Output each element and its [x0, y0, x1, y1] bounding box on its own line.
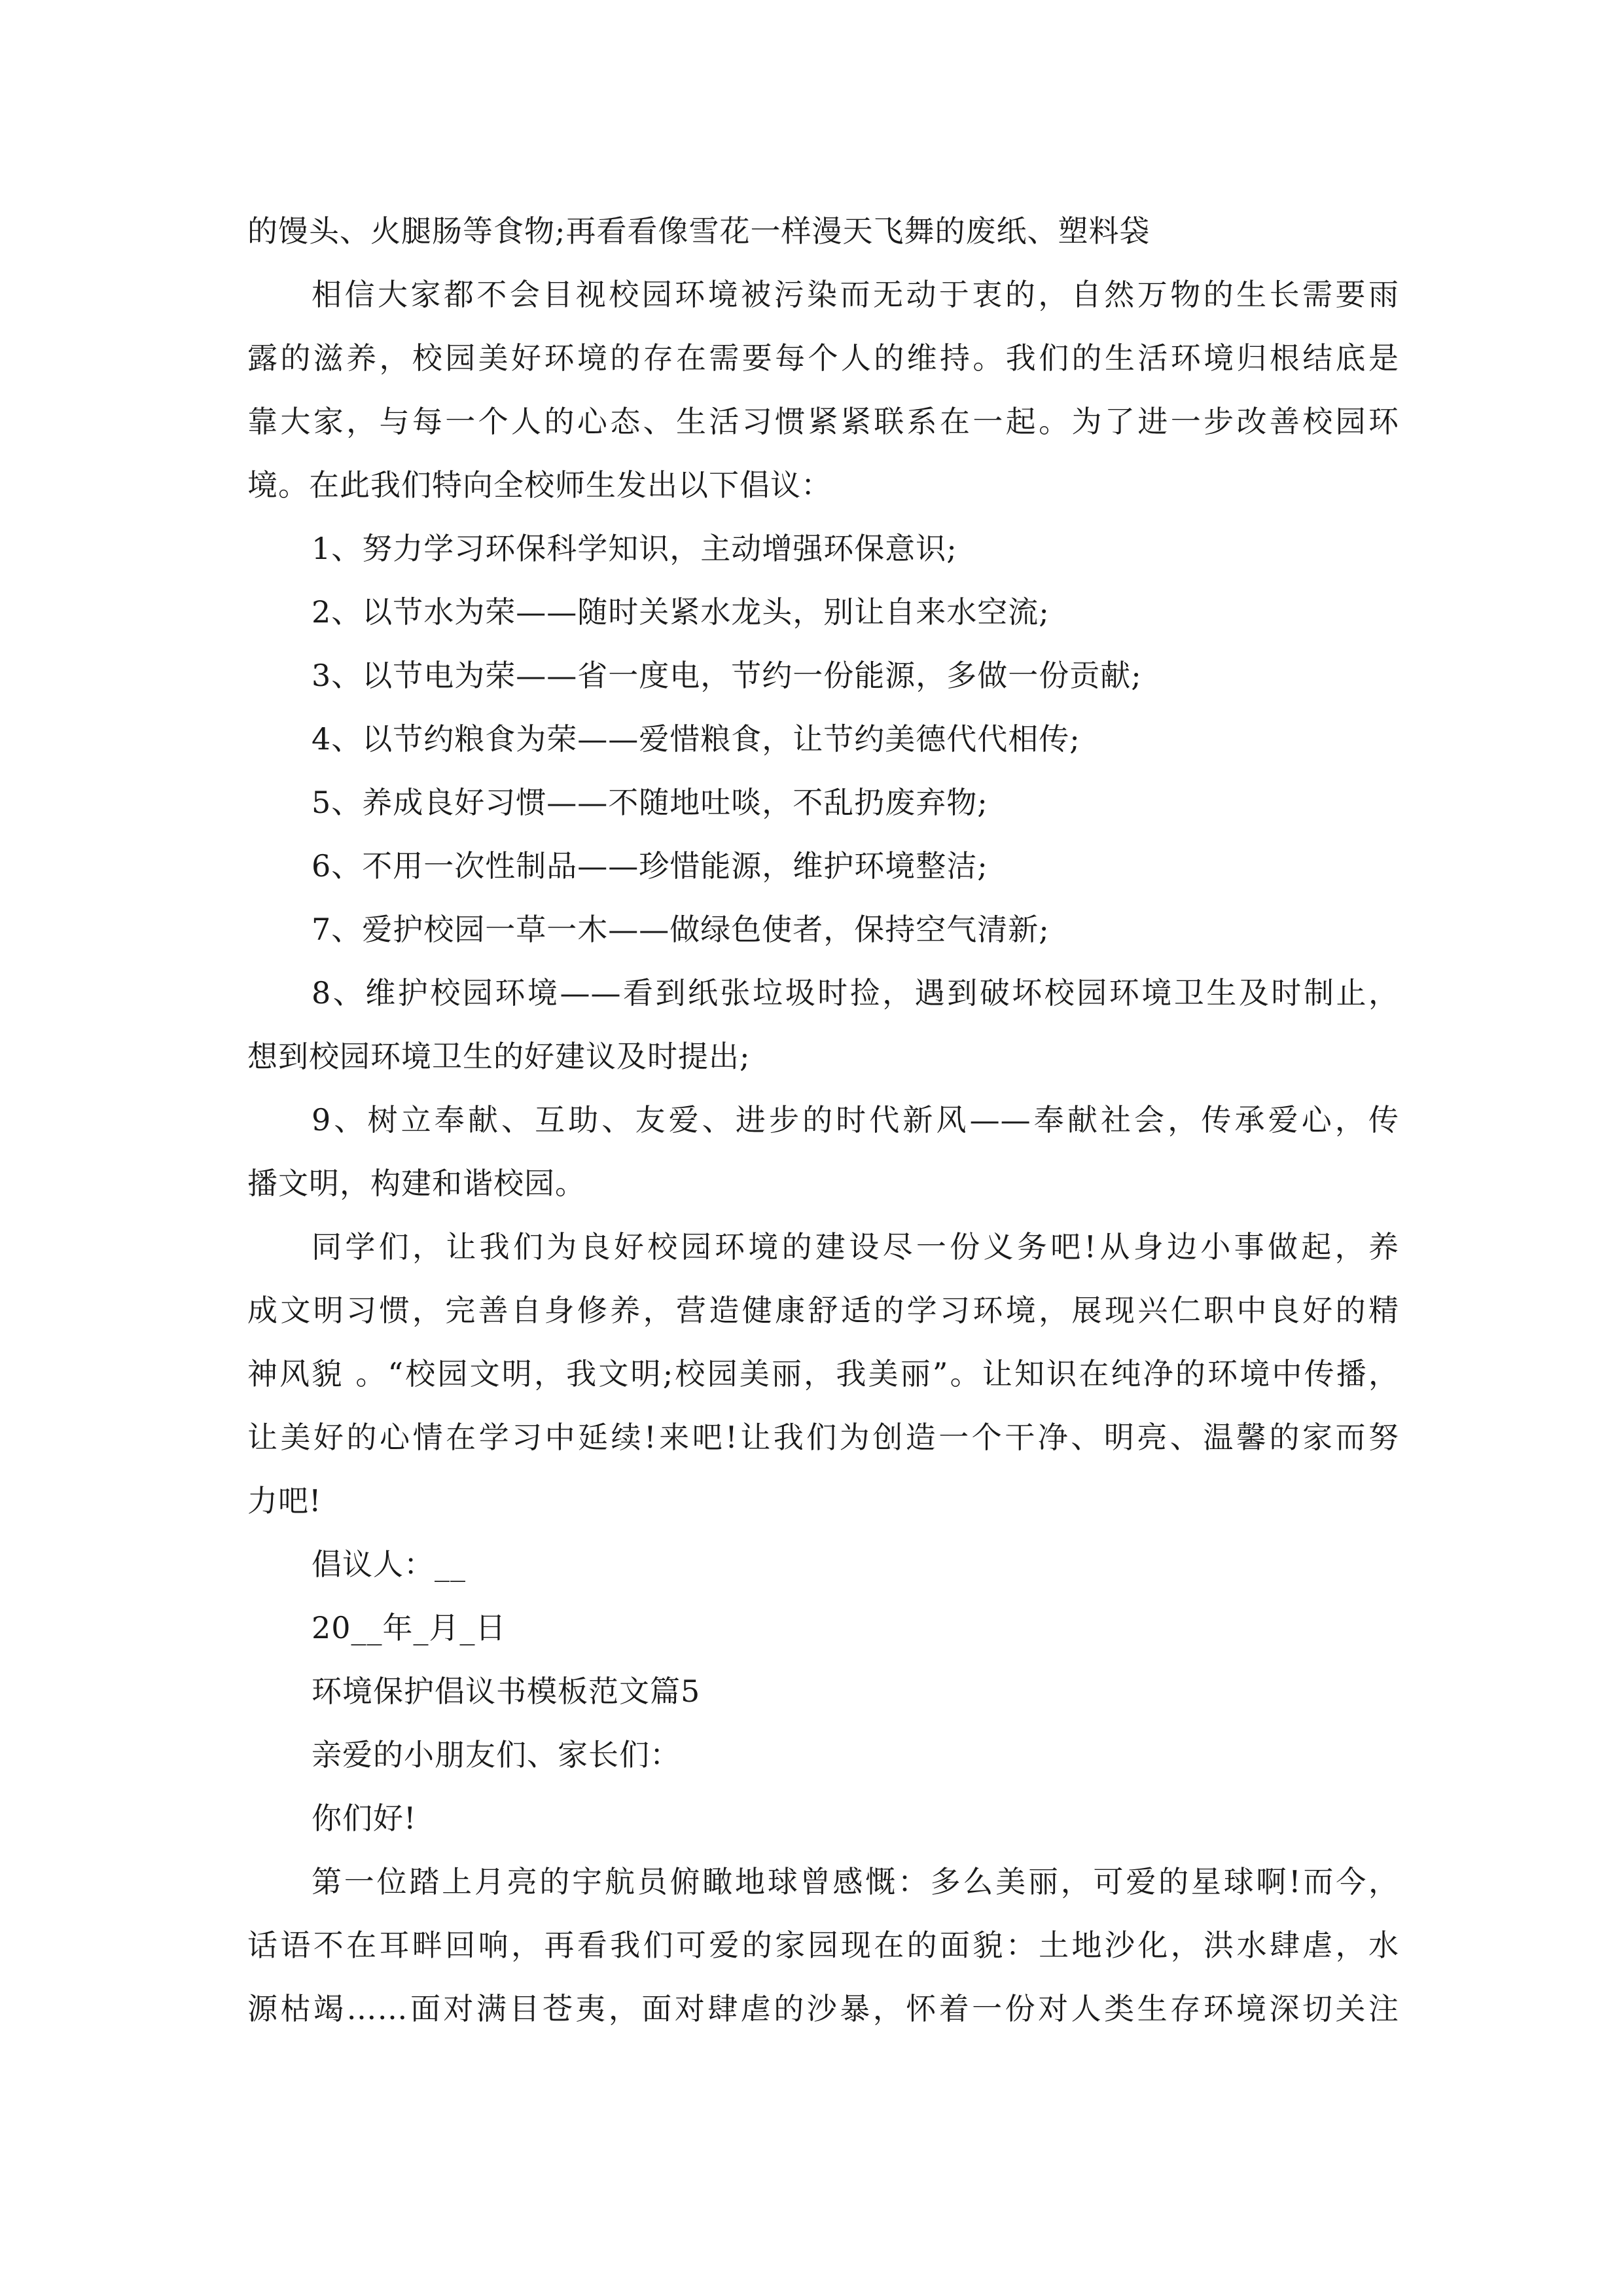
text-line: 露的滋养，校园美好环境的存在需要每个人的维持。我们的生活环境归根结底是 — [247, 340, 1399, 376]
text-line: 神风貌 。“校园文明，我文明;校园美丽，我美丽”。让知识在纯净的环境中传播， — [247, 1356, 1399, 1391]
text-line: 播文明，构建和谐校园。 — [247, 1166, 586, 1201]
text-line: 靠大家，与每一个人的心态、生活习惯紧紧联系在一起。为了进一步改善校园环 — [247, 404, 1399, 439]
text-line: 同学们，让我们为良好校园环境的建设尽一份义务吧!从身边小事做起，养 — [312, 1229, 1399, 1265]
text-line: 3、以节电为荣——省一度电，节约一份能源，多做一份贡献; — [312, 658, 1142, 693]
text-line: 2、以节水为荣——随时关紧水龙头，别让自来水空流; — [312, 594, 1050, 630]
text-line: 想到校园环境卫生的好建议及时提出; — [247, 1039, 751, 1074]
text-line: 8、维护校园环境——看到纸张垃圾时捡，遇到破坏校园环境卫生及时制止， — [312, 975, 1399, 1011]
text-line: 相信大家都不会目视校园环境被污染而无动于衷的，自然万物的生长需要雨 — [312, 277, 1399, 312]
text-line: 力吧! — [247, 1483, 322, 1518]
text-line: 环境保护倡议书模板范文篇5 — [312, 1674, 701, 1709]
document-page — [247, 200, 1399, 2041]
text-line: 20__年_月_日 — [312, 1610, 507, 1645]
text-line: 境。在此我们特向全校师生发出以下倡议： — [247, 467, 832, 503]
text-line: 的馒头、火腿肠等食物;再看看像雪花一样漫天飞舞的废纸、塑料袋 — [247, 213, 1150, 249]
text-line: 成文明习惯，完善自身修养，营造健康舒适的学习环境，展现兴仁职中良好的精 — [247, 1293, 1399, 1328]
text-line: 倡议人：__ — [312, 1547, 466, 1582]
text-line: 话语不在耳畔回响，再看我们可爱的家园现在的面貌：土地沙化，洪水肆虐，水 — [247, 1928, 1399, 1963]
text-line: 6、不用一次性制品——珍惜能源，维护环境整洁; — [312, 848, 988, 884]
text-line: 4、以节约粮食为荣——爱惜粮食，让节约美德代代相传; — [312, 721, 1080, 757]
text-line: 源枯竭……面对满目苍夷，面对肆虐的沙暴，怀着一份对人类生存环境深切关注 — [247, 1991, 1399, 2026]
text-line: 亲爱的小朋友们、家长们： — [312, 1737, 681, 1772]
text-line: 5、养成良好习惯——不随地吐啖，不乱扔废弃物; — [312, 785, 988, 820]
text-line: 你们好! — [312, 1801, 417, 1836]
text-line: 1、努力学习环保科学知识，主动增强环保意识; — [312, 531, 957, 566]
text-line: 9、树立奉献、互助、友爱、进步的时代新风——奉献社会，传承爱心，传 — [312, 1102, 1399, 1138]
text-line: 让美好的心情在学习中延续!来吧!让我们为创造一个干净、明亮、温馨的家而努 — [247, 1420, 1399, 1455]
text-line: 7、爱护校园一草一木——做绿色使者，保持空气清新; — [312, 912, 1050, 947]
text-line: 第一位踏上月亮的宇航员俯瞰地球曾感慨：多么美丽，可爱的星球啊!而今， — [312, 1864, 1399, 1899]
